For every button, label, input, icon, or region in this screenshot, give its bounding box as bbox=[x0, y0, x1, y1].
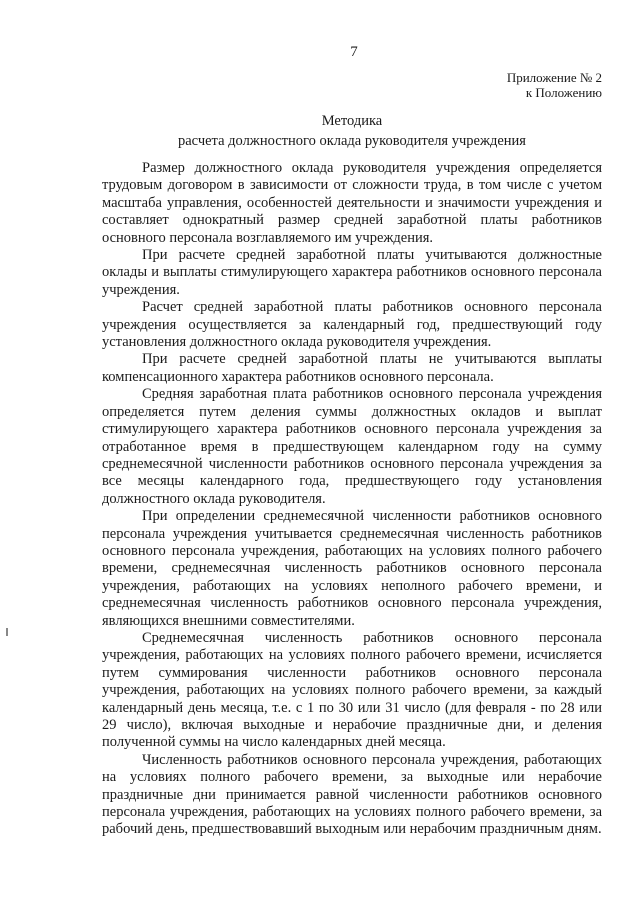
paragraph-4: При расчете средней заработной платы не учитываются выплаты компенсационного характера работников основного персонала. bbox=[102, 351, 602, 385]
paragraph-6: При определении среднемесячной численности работников основного персонала учреждения учитывается среднемесячная численность работников основного персонала учреждения, работающих на условиях полного рабочего времени, среднемесячная численность работников основного персонала учреждения, работающих на условиях неполного рабочего времени, и среднемесячная численность работников основного персонала учреждения, являющихся внешними совместителями. bbox=[102, 508, 602, 629]
page-number: 7 bbox=[350, 44, 358, 60]
document-body bbox=[102, 160, 602, 839]
appendix-number: Приложение № 2 bbox=[506, 70, 602, 85]
scan-margin-mark bbox=[6, 628, 8, 636]
title-subheading: расчета должностного оклада руководителя учреждения bbox=[178, 133, 526, 149]
paragraph-7: Среднемесячная численность работников основного персонала учреждения, работающих на условиях полного рабочего времени, исчисляется путем суммирования численности работников основного персонала учреждения, работающих на условиях полного рабочего времени, за каждый календарный день месяца, т.е. с 1 по 30 или 31 число (для февраля - по 28 или 29 число), включая выходные и нерабочие праздничные дни, и деления полученной суммы на число календарных дней месяца. bbox=[102, 629, 602, 751]
paragraph-2: При расчете средней заработной платы учитываются должностные оклады и выплаты стимулирующего характера работников основного персонала учреждения. bbox=[102, 247, 602, 298]
appendix-regulation: к Положению bbox=[525, 85, 602, 100]
paragraph-5: Средняя заработная плата работников основного персонала учреждения определяется путем деления суммы должностных окладов и выплат стимулирующего характера работников основного персонала учреждения за отработанное время в предшествующем календарном году на сумму среднемесячной численности работников основного персонала учреждения за все месяцы календарного года, предшествующего году установления должностного оклада руководителя. bbox=[102, 386, 602, 507]
appendix-reference bbox=[507, 70, 602, 100]
paragraph-1: Размер должностного оклада руководителя учреждения определяется трудовым договором в зависимости от сложности труда, в том числе с учетом масштаба управления, особенностей деятельности и значимости учреждения и составляет однократный размер средней заработной платы работников основного персонала возглавляемого им учреждения. bbox=[102, 160, 602, 246]
paragraph-3: Расчет средней заработной платы работников основного персонала учреждения осуществляется за календарный год, предшествующий году установления должностного оклада руководителя учреждения. bbox=[102, 299, 602, 351]
document-title bbox=[102, 111, 602, 151]
paragraph-8: Численность работников основного персонала учреждения, работающих на условиях полного рабочего времени, за выходные или нерабочие праздничные дни принимается равной численности работников основного персонала учреждения, работающих на условиях полного рабочего времени, за рабочий день, предшествовавший выходным или нерабочим праздничным дням. bbox=[102, 751, 602, 838]
title-heading: Методика bbox=[321, 113, 383, 129]
